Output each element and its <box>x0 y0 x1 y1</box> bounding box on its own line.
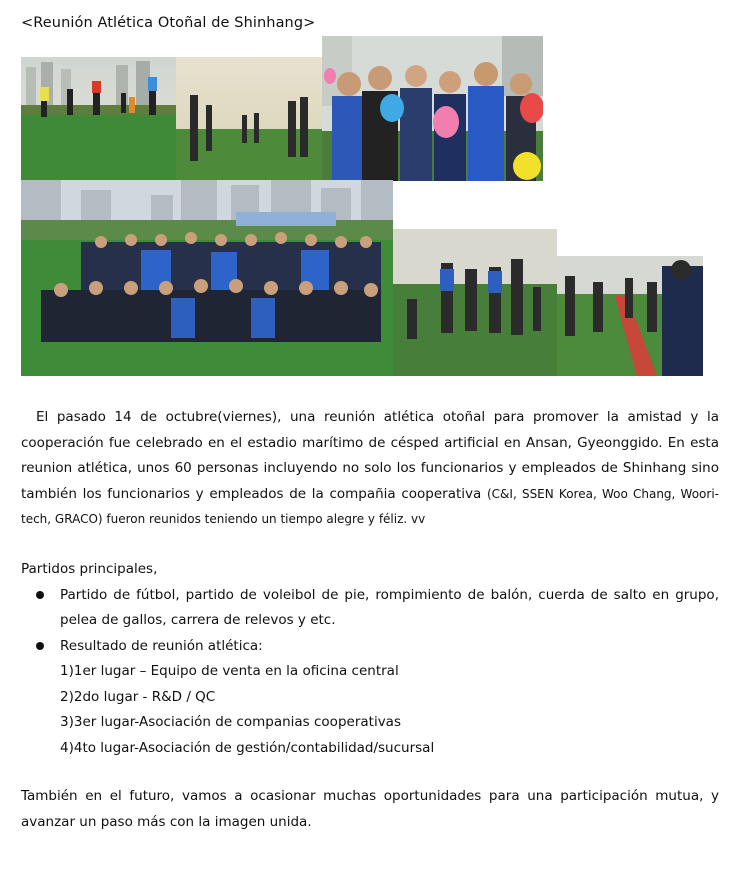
list-item <box>21 583 719 634</box>
photo-group-balloons <box>322 36 543 181</box>
result-number: 2) <box>60 688 74 705</box>
result-item <box>60 736 719 762</box>
closing-paragraph: También en el futuro, vamos a ocasionar muchas oportunidades para una participación mutua, y avanzar un paso más con la imagen unida. <box>21 788 719 830</box>
main-events-section <box>21 557 719 761</box>
bullet-text: Resultado de reunión atlética: <box>60 637 263 654</box>
photo-relay-race <box>557 256 703 376</box>
result-number: 4) <box>60 739 74 756</box>
photo-group-portrait <box>21 180 393 376</box>
result-number: 3) <box>60 714 74 730</box>
list-item <box>21 634 719 762</box>
photo-field-warmup <box>176 57 322 180</box>
bullet-text: Partido de fútbol, partido de voleibol de pie, rompimiento de balón, cuerda de salto en grupo, pelea de gallos, carrera de relevos y etc. <box>60 586 719 628</box>
photo-jump-rope <box>393 229 557 376</box>
page-title: <Reunión Atlética Otoñal de Shinhang> <box>21 15 316 31</box>
intro-text: El pasado 14 de octubre(viernes), una reunión atlética otoñal para promover la amistad y la cooperación fue celebrado en el estadio marítimo de césped artificial en Ansan, Gyeonggido. En esta reunion atlética, unos 60 personas incluyendo no solo los funcionarios y empleados de Shinhang sino también los funcionarios y empleados de la compañia cooperativa <box>21 409 719 502</box>
intro-paragraph <box>21 405 719 533</box>
section-heading: Partidos principales, <box>21 561 158 577</box>
result-text: 3er lugar-Asociación de companias cooperativas <box>73 714 401 730</box>
result-item <box>60 685 719 711</box>
result-item <box>60 659 719 685</box>
results-list <box>60 659 719 761</box>
result-text: 2do lugar - R&D / QC <box>73 688 216 705</box>
result-item <box>60 710 719 736</box>
result-text: 1er lugar – Equipo de venta en la oficina central <box>73 663 399 679</box>
photo-players-stretching <box>21 57 176 180</box>
intro-companies: (C&I, SSEN Korea, Woo Chang, Woori-tech, GRACO) fueron reunidos teniendo un tiempo alegre y féliz. vv <box>21 486 719 526</box>
result-text: 4to lugar-Asociación de gestión/contabilidad/sucursal <box>73 739 435 756</box>
result-number: 1) <box>60 663 74 679</box>
bullet-list <box>21 583 719 762</box>
